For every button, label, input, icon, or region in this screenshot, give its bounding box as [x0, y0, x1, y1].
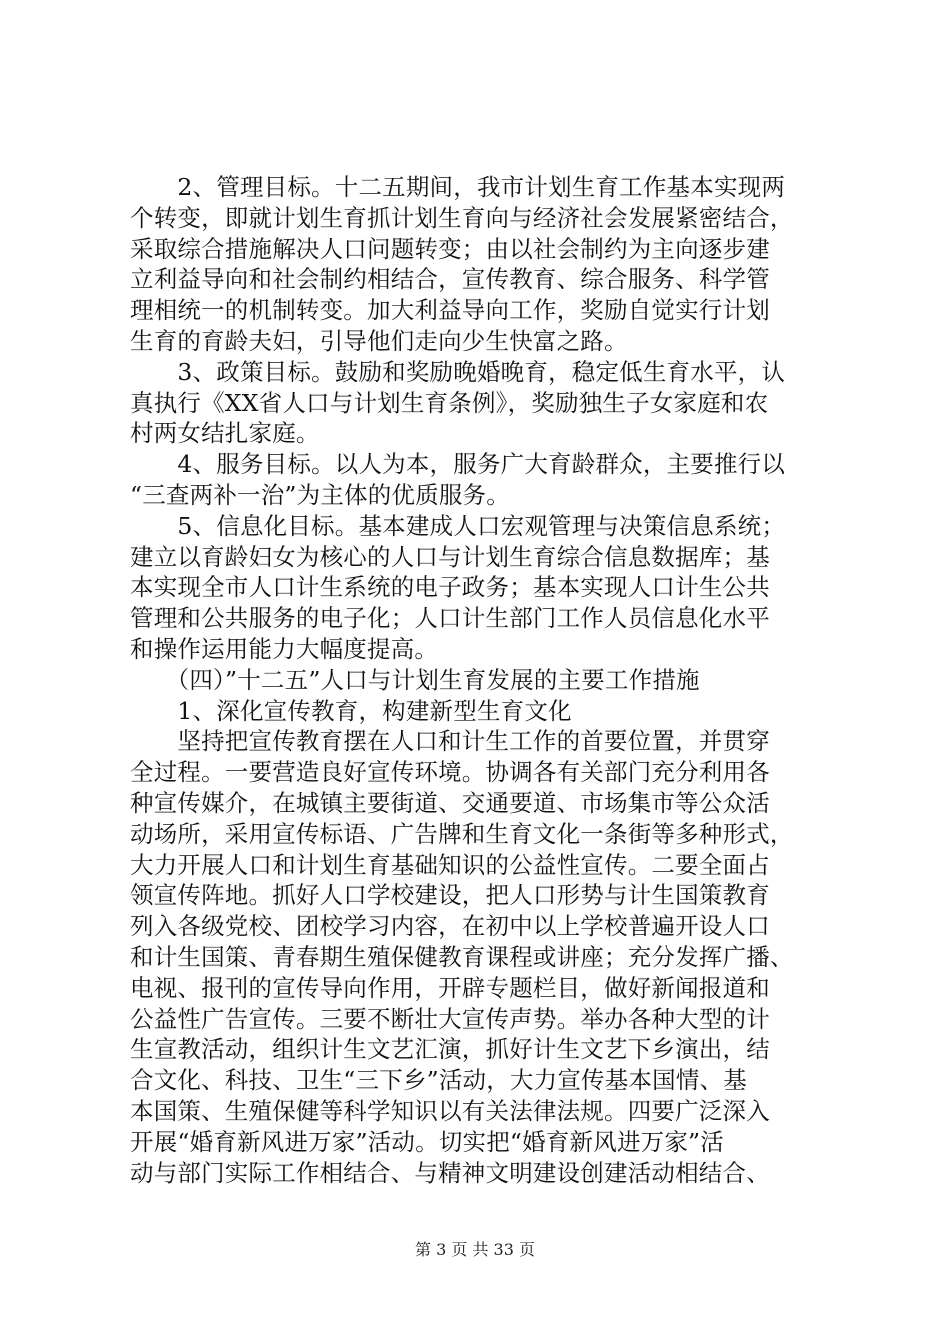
text-line: 大力开展人口和计划生育基础知识的公益性宣传。二要全面占	[130, 850, 770, 879]
text-line: 理相统一的机制转变。加大利益导向工作，奖励自觉实行计划	[130, 296, 770, 325]
text-line: 3、政策目标。鼓励和奖励晚婚晚育，稳定低生育水平，认	[130, 357, 786, 386]
text-line: 电视、报刊的宣传导向作用，开辟专题栏目，做好新闻报道和	[130, 973, 770, 1002]
text-line: 本国策、生殖保健等科学知识以有关法律法规。四要广泛深入	[130, 1096, 770, 1125]
text-line: 全过程。一要营造良好宣传环境。协调各有关部门充分利用各	[130, 758, 770, 787]
text-line: 种宣传媒介，在城镇主要街道、交通要道、市场集市等公众活	[130, 788, 770, 817]
text-line: 采取综合措施解决人口问题转变；由以社会制约为主向逐步建	[130, 234, 770, 263]
text-line: 立利益导向和社会制约相结合，宣传教育、综合服务、科学管	[130, 265, 770, 294]
text-line: 生宣教活动，组织计生文艺汇演，抓好计生文艺下乡演出，结	[130, 1035, 770, 1064]
text-line: 本实现全市人口计生系统的电子政务；基本实现人口计生公共	[130, 573, 770, 602]
page-footer: 第 3 页 共 33 页	[415, 1240, 535, 1259]
text-line: 合文化、科技、卫生“三下乡”活动，大力宣传基本国情、基	[130, 1066, 747, 1095]
text-line: 生育的育龄夫妇，引导他们走向少生快富之路。	[130, 326, 628, 355]
text-line: 列入各级党校、团校学习内容，在初中以上学校普遍开设人口	[130, 912, 770, 941]
text-line: 和计生国策、青春期生殖保健教育课程或讲座；充分发挥广播、	[130, 942, 794, 971]
text-line: “三查两补一治”为主体的优质服务。	[130, 480, 510, 509]
text-line: 1、深化宣传教育，构建新型生育文化	[130, 696, 572, 725]
document-body	[130, 172, 820, 1188]
text-line: 公益性广告宣传。三要不断壮大宣传声势。举办各种大型的计	[130, 1004, 770, 1033]
text-line: 2、管理目标。十二五期间，我市计划生育工作基本实现两	[130, 173, 786, 201]
text-line: （四）”十二五”人口与计划生育发展的主要工作措施	[130, 665, 700, 694]
text-line: 个转变，即就计划生育抓计划生育向与经济社会发展紧密结合，	[130, 203, 794, 232]
text-line: 坚持把宣传教育摆在人口和计生工作的首要位置，并贯穿	[130, 727, 770, 756]
text-line: 村两女结扎家庭。	[130, 419, 320, 448]
text-line: 动与部门实际工作相结合、与精神文明建设创建活动相结合、	[130, 1158, 770, 1187]
text-line: 领宣传阵地。抓好人口学校建设，把人口形势与计生国策教育	[130, 881, 770, 910]
text-line: 开展“婚育新风进万家”活动。切实把“婚育新风进万家”活	[130, 1127, 724, 1156]
text-line: 5、信息化目标。基本建成人口宏观管理与决策信息系统；	[130, 511, 786, 540]
text-line: 4、服务目标。以人为本，服务广大育龄群众，主要推行以	[130, 450, 786, 479]
text-line: 动场所，采用宣传标语、广告牌和生育文化一条街等多种形式，	[130, 819, 794, 848]
text-line: 建立以育龄妇女为核心的人口与计划生育综合信息数据库；基	[130, 542, 770, 571]
text-line: 真执行《XX省人口与计划生育条例》，奖励独生子女家庭和农	[130, 388, 769, 417]
text-line: 管理和公共服务的电子化；人口计生部门工作人员信息化水平	[130, 604, 770, 633]
text-line: 和操作运用能力大幅度提高。	[130, 634, 439, 663]
